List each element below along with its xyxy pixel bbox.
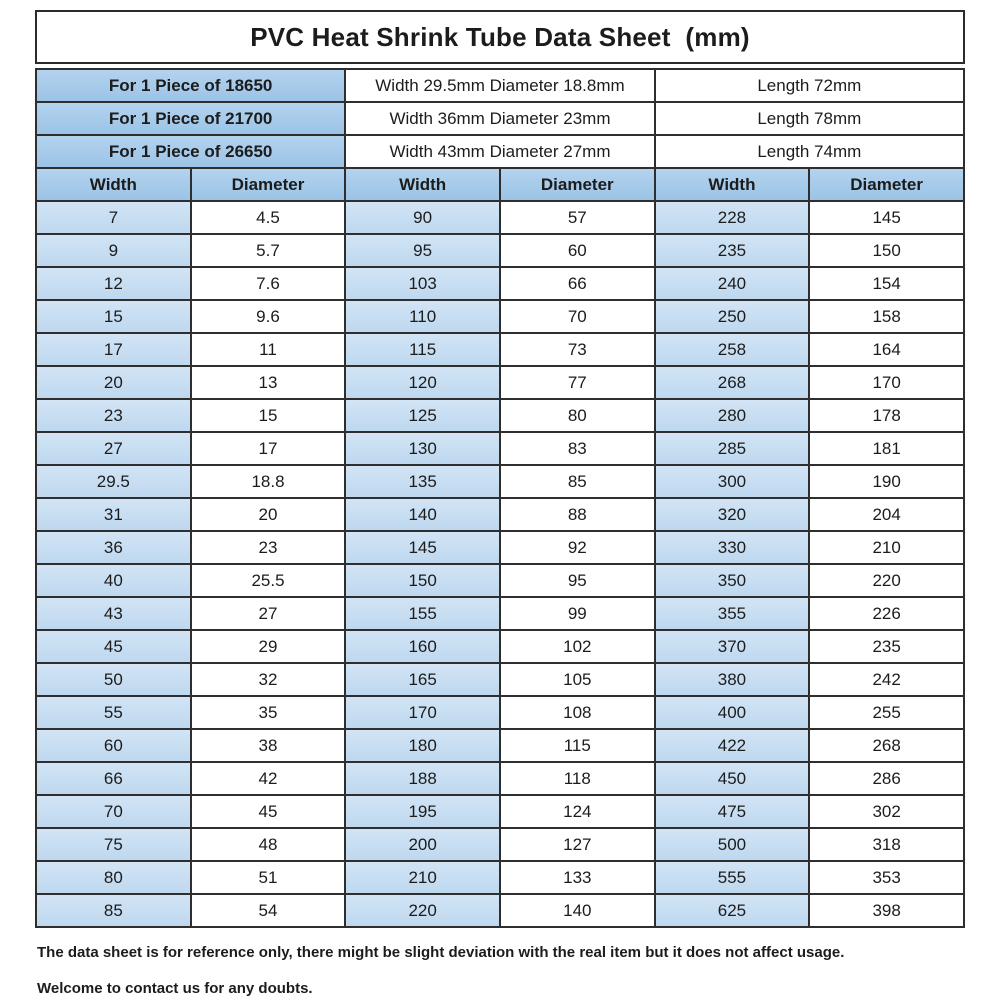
width-cell: 125	[345, 399, 500, 432]
diameter-cell: 92	[500, 531, 655, 564]
table-row	[36, 234, 964, 267]
shrink-tube-table	[35, 68, 965, 928]
width-cell: 75	[36, 828, 191, 861]
table-row	[36, 267, 964, 300]
table-row	[36, 564, 964, 597]
diameter-cell: 154	[809, 267, 964, 300]
width-cell: 20	[36, 366, 191, 399]
battery-info-row	[36, 135, 964, 168]
column-header-row	[36, 168, 964, 201]
diameter-cell: 398	[809, 894, 964, 927]
width-cell: 80	[36, 861, 191, 894]
battery-label: For 1 Piece of 21700	[36, 102, 345, 135]
diameter-cell: 102	[500, 630, 655, 663]
diameter-cell: 18.8	[191, 465, 346, 498]
table-row	[36, 894, 964, 927]
table-row	[36, 201, 964, 234]
column-header-width: Width	[655, 168, 810, 201]
table-row	[36, 828, 964, 861]
width-cell: 29.5	[36, 465, 191, 498]
width-cell: 475	[655, 795, 810, 828]
diameter-cell: 77	[500, 366, 655, 399]
width-cell: 350	[655, 564, 810, 597]
battery-length: Length 74mm	[655, 135, 964, 168]
diameter-cell: 29	[191, 630, 346, 663]
diameter-cell: 115	[500, 729, 655, 762]
diameter-cell: 235	[809, 630, 964, 663]
column-header-width: Width	[345, 168, 500, 201]
diameter-cell: 25.5	[191, 564, 346, 597]
diameter-cell: 42	[191, 762, 346, 795]
width-cell: 70	[36, 795, 191, 828]
column-header-width: Width	[36, 168, 191, 201]
table-row	[36, 333, 964, 366]
diameter-cell: 51	[191, 861, 346, 894]
diameter-cell: 105	[500, 663, 655, 696]
table-row	[36, 729, 964, 762]
table-row	[36, 597, 964, 630]
diameter-cell: 150	[809, 234, 964, 267]
diameter-cell: 204	[809, 498, 964, 531]
diameter-cell: 353	[809, 861, 964, 894]
width-cell: 280	[655, 399, 810, 432]
width-cell: 180	[345, 729, 500, 762]
diameter-cell: 54	[191, 894, 346, 927]
diameter-cell: 140	[500, 894, 655, 927]
diameter-cell: 83	[500, 432, 655, 465]
width-cell: 115	[345, 333, 500, 366]
diameter-cell: 35	[191, 696, 346, 729]
diameter-cell: 255	[809, 696, 964, 729]
width-cell: 36	[36, 531, 191, 564]
width-cell: 170	[345, 696, 500, 729]
diameter-cell: 118	[500, 762, 655, 795]
battery-length: Length 78mm	[655, 102, 964, 135]
diameter-cell: 170	[809, 366, 964, 399]
diameter-cell: 70	[500, 300, 655, 333]
width-cell: 400	[655, 696, 810, 729]
width-cell: 9	[36, 234, 191, 267]
diameter-cell: 7.6	[191, 267, 346, 300]
width-cell: 17	[36, 333, 191, 366]
table-row	[36, 861, 964, 894]
width-cell: 500	[655, 828, 810, 861]
table-row	[36, 498, 964, 531]
width-cell: 60	[36, 729, 191, 762]
table-row	[36, 399, 964, 432]
width-cell: 103	[345, 267, 500, 300]
width-cell: 130	[345, 432, 500, 465]
width-cell: 625	[655, 894, 810, 927]
page-title: PVC Heat Shrink Tube Data Sheet (mm)	[35, 10, 965, 64]
diameter-cell: 318	[809, 828, 964, 861]
diameter-cell: 45	[191, 795, 346, 828]
width-cell: 95	[345, 234, 500, 267]
disclaimer-text: The data sheet is for reference only, there might be slight deviation with the real item but it does not affect usage.	[37, 944, 845, 961]
diameter-cell: 17	[191, 432, 346, 465]
diameter-cell: 20	[191, 498, 346, 531]
diameter-cell: 88	[500, 498, 655, 531]
width-cell: 165	[345, 663, 500, 696]
contact-text: Welcome to contact us for any doubts.	[37, 980, 313, 997]
diameter-cell: 57	[500, 201, 655, 234]
table-row	[36, 531, 964, 564]
table-row	[36, 630, 964, 663]
battery-info-row	[36, 69, 964, 102]
battery-label: For 1 Piece of 18650	[36, 69, 345, 102]
width-cell: 300	[655, 465, 810, 498]
diameter-cell: 95	[500, 564, 655, 597]
width-cell: 210	[345, 861, 500, 894]
diameter-cell: 164	[809, 333, 964, 366]
diameter-cell: 226	[809, 597, 964, 630]
diameter-cell: 11	[191, 333, 346, 366]
diameter-cell: 32	[191, 663, 346, 696]
width-cell: 7	[36, 201, 191, 234]
table-row	[36, 465, 964, 498]
battery-dimensions: Width 29.5mm Diameter 18.8mm	[345, 69, 654, 102]
table-row	[36, 762, 964, 795]
width-cell: 155	[345, 597, 500, 630]
column-header-diameter: Diameter	[191, 168, 346, 201]
width-cell: 45	[36, 630, 191, 663]
table-row	[36, 663, 964, 696]
width-cell: 160	[345, 630, 500, 663]
width-cell: 555	[655, 861, 810, 894]
diameter-cell: 9.6	[191, 300, 346, 333]
width-cell: 135	[345, 465, 500, 498]
diameter-cell: 158	[809, 300, 964, 333]
width-cell: 50	[36, 663, 191, 696]
diameter-cell: 85	[500, 465, 655, 498]
diameter-cell: 302	[809, 795, 964, 828]
width-cell: 110	[345, 300, 500, 333]
width-cell: 66	[36, 762, 191, 795]
diameter-cell: 5.7	[191, 234, 346, 267]
table-row	[36, 366, 964, 399]
width-cell: 90	[345, 201, 500, 234]
width-cell: 355	[655, 597, 810, 630]
width-cell: 235	[655, 234, 810, 267]
diameter-cell: 145	[809, 201, 964, 234]
width-cell: 43	[36, 597, 191, 630]
diameter-cell: 220	[809, 564, 964, 597]
diameter-cell: 181	[809, 432, 964, 465]
diameter-cell: 48	[191, 828, 346, 861]
width-cell: 220	[345, 894, 500, 927]
width-cell: 150	[345, 564, 500, 597]
diameter-cell: 286	[809, 762, 964, 795]
diameter-cell: 127	[500, 828, 655, 861]
width-cell: 120	[345, 366, 500, 399]
diameter-cell: 178	[809, 399, 964, 432]
diameter-cell: 133	[500, 861, 655, 894]
width-cell: 258	[655, 333, 810, 366]
diameter-cell: 80	[500, 399, 655, 432]
width-cell: 228	[655, 201, 810, 234]
diameter-cell: 242	[809, 663, 964, 696]
diameter-cell: 190	[809, 465, 964, 498]
width-cell: 320	[655, 498, 810, 531]
diameter-cell: 66	[500, 267, 655, 300]
table-row	[36, 696, 964, 729]
footer-notes	[35, 944, 965, 998]
diameter-cell: 124	[500, 795, 655, 828]
width-cell: 380	[655, 663, 810, 696]
battery-length: Length 72mm	[655, 69, 964, 102]
diameter-cell: 38	[191, 729, 346, 762]
diameter-cell: 60	[500, 234, 655, 267]
width-cell: 200	[345, 828, 500, 861]
width-cell: 268	[655, 366, 810, 399]
width-cell: 145	[345, 531, 500, 564]
diameter-cell: 13	[191, 366, 346, 399]
data-table-body	[36, 201, 964, 927]
width-cell: 40	[36, 564, 191, 597]
width-cell: 31	[36, 498, 191, 531]
battery-label: For 1 Piece of 26650	[36, 135, 345, 168]
diameter-cell: 108	[500, 696, 655, 729]
diameter-cell: 4.5	[191, 201, 346, 234]
width-cell: 27	[36, 432, 191, 465]
battery-dimensions: Width 36mm Diameter 23mm	[345, 102, 654, 135]
table-row	[36, 432, 964, 465]
width-cell: 140	[345, 498, 500, 531]
diameter-cell: 268	[809, 729, 964, 762]
width-cell: 285	[655, 432, 810, 465]
width-cell: 450	[655, 762, 810, 795]
width-cell: 12	[36, 267, 191, 300]
column-header-diameter: Diameter	[500, 168, 655, 201]
width-cell: 188	[345, 762, 500, 795]
diameter-cell: 99	[500, 597, 655, 630]
width-cell: 422	[655, 729, 810, 762]
width-cell: 250	[655, 300, 810, 333]
table-row	[36, 300, 964, 333]
diameter-cell: 27	[191, 597, 346, 630]
diameter-cell: 210	[809, 531, 964, 564]
width-cell: 15	[36, 300, 191, 333]
width-cell: 370	[655, 630, 810, 663]
width-cell: 55	[36, 696, 191, 729]
battery-info-row	[36, 102, 964, 135]
diameter-cell: 23	[191, 531, 346, 564]
width-cell: 85	[36, 894, 191, 927]
table-row	[36, 795, 964, 828]
width-cell: 330	[655, 531, 810, 564]
diameter-cell: 15	[191, 399, 346, 432]
width-cell: 23	[36, 399, 191, 432]
diameter-cell: 73	[500, 333, 655, 366]
column-header-diameter: Diameter	[809, 168, 964, 201]
width-cell: 240	[655, 267, 810, 300]
width-cell: 195	[345, 795, 500, 828]
battery-dimensions: Width 43mm Diameter 27mm	[345, 135, 654, 168]
